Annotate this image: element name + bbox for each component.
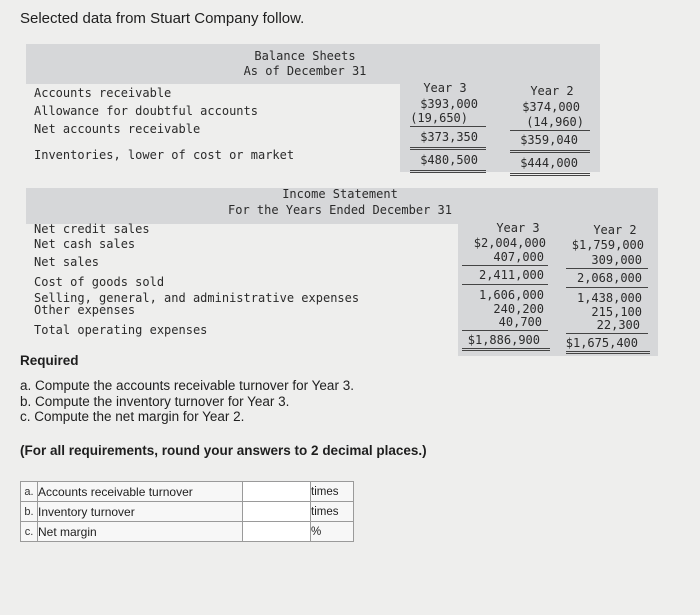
income-statement-subtitle: For the Years Ended December 31 [228,203,452,217]
income-statement-title: Income Statement [282,187,398,201]
is-y3-netsales-rule [462,265,548,266]
is-row-y2: $1,675,400 [565,336,638,350]
answer-row-a [21,482,354,502]
bs-y2-total-rule [510,150,590,153]
is-col-year3: Year 3 [496,221,540,235]
balance-sheet-subtitle: As of December 31 [243,64,367,78]
is-row-y2: 22,300 [596,318,640,332]
is-row-y2: 2,068,000 [576,271,642,285]
is-y2-expense-rule [566,333,648,334]
is-y3-expense-rule [462,330,548,331]
bs-y3-inventory-rule [410,170,486,173]
required-item-b: b. Compute the inventory turnover for Year 3. [20,394,290,409]
bs-y2-inventory-rule [510,173,590,176]
bs-row-y2: $374,000 [522,100,580,114]
answer-row-label: Inventory turnover [38,502,243,522]
answer-input-cell[interactable] [243,502,311,522]
is-row-y3: 40,700 [498,315,542,329]
is-row-y3: 2,411,000 [478,268,544,282]
bs-col-year3: Year 3 [423,81,467,95]
ar-turnover-input[interactable] [243,482,314,501]
answer-table [20,481,354,542]
bs-y3-subtotal-rule [410,126,486,127]
is-row-y3: 407,000 [493,250,544,264]
bs-row-y2: $444,000 [520,156,578,170]
required-item-a: a. Compute the accounts receivable turnover for Year 3. [20,378,354,393]
bs-row-label: Inventories, lower of cost or market [34,148,295,162]
bs-row-y3: (19,650) [410,111,468,125]
is-row-y2: 309,000 [591,253,642,267]
is-row-y3: $1,886,900 [467,333,540,347]
answer-input-cell[interactable] [243,522,311,542]
inventory-turnover-input[interactable] [243,502,314,521]
net-margin-input[interactable] [243,522,314,541]
is-row-label: Net credit sales [34,222,150,236]
required-heading: Required [20,353,79,368]
is-y3-divider [462,284,548,285]
answer-row-letter: a. [21,482,38,502]
is-row-y2: 1,438,000 [576,291,642,305]
answer-row-label: Net margin [38,522,243,542]
bs-row-label: Net accounts receivable [34,122,201,136]
is-row-y3: $2,004,000 [473,236,546,250]
bs-row-y3: $373,350 [420,130,478,144]
bs-col-year2: Year 2 [530,84,574,98]
is-row-label: Other expenses [34,303,136,317]
answer-row-c [21,522,354,542]
required-item-c: c. Compute the net margin for Year 2. [20,409,245,424]
is-y3-total-rule [462,348,550,351]
bs-y2-subtotal-rule [510,130,590,131]
is-row-label: Selling, general, and administrative expenses [34,291,360,305]
bs-row-y2: $359,040 [520,133,578,147]
bs-row-label: Accounts receivable [34,86,172,100]
is-row-label: Net cash sales [34,237,136,251]
bs-y3-total-rule [410,147,486,150]
bs-row-y2: (14,960) [526,115,584,129]
answer-row-letter: c. [21,522,38,542]
is-y2-netsales-rule [566,268,648,269]
answer-row-unit: % [311,522,354,542]
is-y2-total-rule [566,351,650,354]
is-row-y2: 215,100 [591,305,642,319]
is-row-y3: 1,606,000 [478,288,544,302]
is-row-y2: $1,759,000 [571,238,644,252]
is-col-year2: Year 2 [593,223,637,237]
answer-row-unit: times [311,502,354,522]
answer-input-cell[interactable] [243,482,311,502]
answer-row-label: Accounts receivable turnover [38,482,243,502]
is-row-label: Total operating expenses [34,323,208,337]
is-row-y3: 240,200 [493,302,544,316]
answer-row-unit: times [311,482,354,502]
rounding-note: (For all requirements, round your answers to 2 decimal places.) [20,443,427,458]
is-row-label: Net sales [34,255,100,269]
bs-row-label: Allowance for doubtful accounts [34,104,258,118]
answer-row-b [21,502,354,522]
answer-row-letter: b. [21,502,38,522]
bs-row-y3: $480,500 [420,153,478,167]
intro-text: Selected data from Stuart Company follow. [20,10,305,27]
is-row-label: Cost of goods sold [34,275,165,289]
bs-row-y3: $393,000 [420,97,478,111]
balance-sheet-title: Balance Sheets [254,49,356,63]
is-y2-divider [566,287,648,288]
